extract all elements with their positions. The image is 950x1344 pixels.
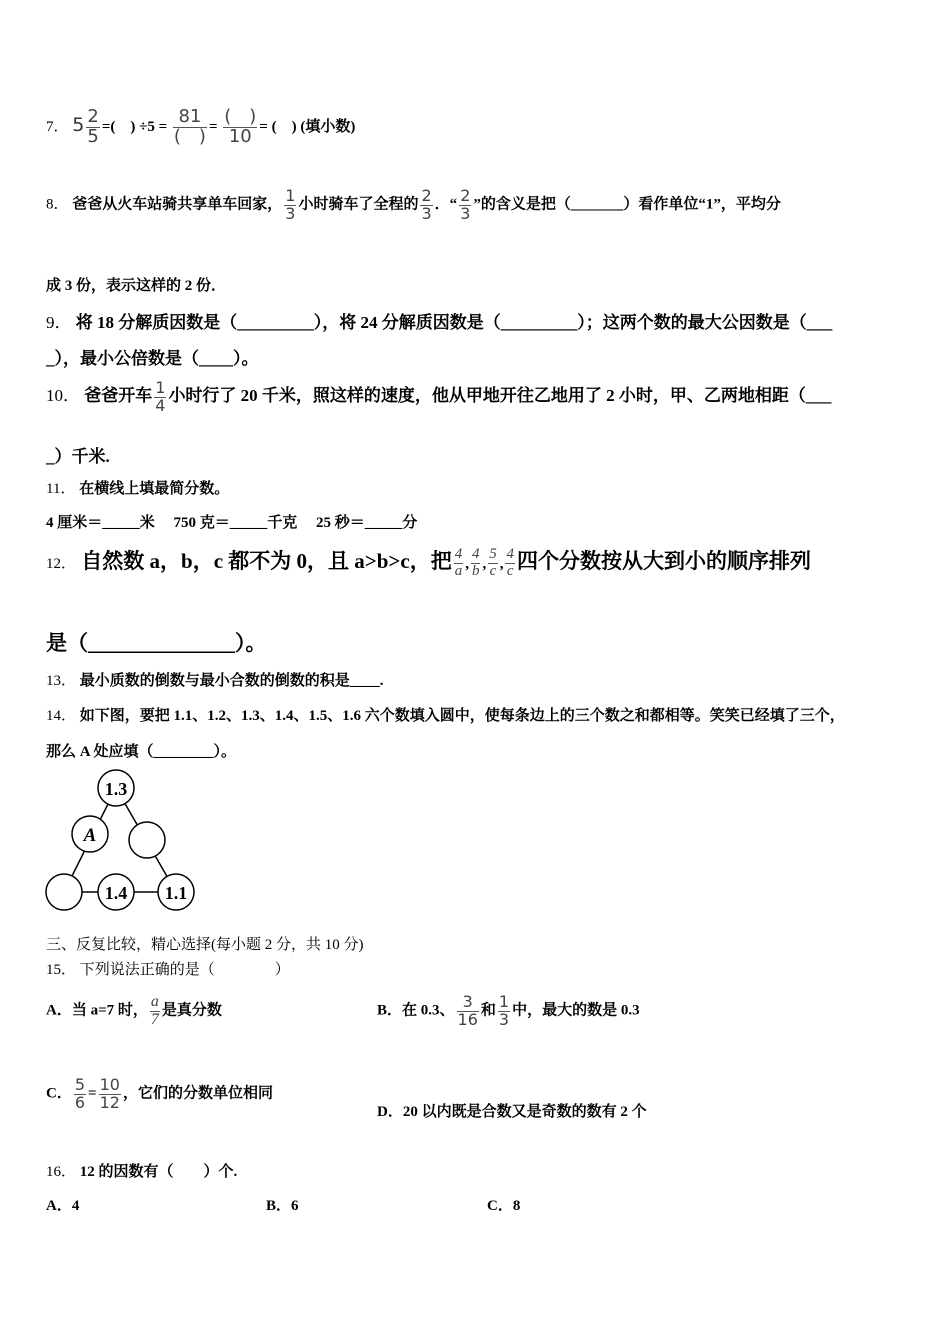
question-number: 11． — [46, 481, 76, 497]
fraction: $\frac{1}{3}$ — [285, 186, 296, 223]
question-text: 下列说法正确的是（ ） — [79, 962, 290, 978]
option-a: A．4 — [46, 1198, 80, 1214]
label-left-mid: A — [83, 825, 97, 846]
fraction: $\frac{5}{6}$ — [74, 1075, 86, 1112]
question-text: 小时行了 20 千米，照这样的速度，他从甲地开往乙地用了 2 小时，甲、乙两地相距（___ — [168, 386, 832, 406]
question-14-line2: 那么 A 处应填（________）。 — [46, 744, 237, 760]
option-a — [46, 994, 222, 1029]
question-15 — [46, 958, 290, 979]
label-bottom-mid: 1.4 — [104, 883, 128, 903]
question-16 — [46, 1160, 237, 1181]
circle-bottom-left — [46, 874, 82, 910]
fraction: $\frac{81}{( )}$ — [173, 106, 206, 147]
option-label: D． — [377, 1104, 403, 1120]
option-label: A． — [46, 1002, 72, 1019]
fraction: $\frac{1}{4}$ — [155, 378, 166, 415]
question-text: ”的含义是把（_______）看作单位“1”，平均分 — [473, 196, 781, 213]
question-text: 爸爸开车 — [84, 386, 153, 406]
option-b: B．6 — [266, 1198, 299, 1214]
separator: , — [482, 556, 487, 572]
option-c: C．8 — [487, 1198, 521, 1214]
option-c — [46, 1077, 273, 1112]
question-14 — [46, 704, 845, 725]
fraction: $\frac{1}{3}$ — [498, 992, 510, 1029]
option-b — [377, 994, 640, 1029]
fraction: $\frac{2}{3}$ — [460, 186, 471, 223]
question-text: 最小质数的倒数与最小合数的倒数的积是____. — [79, 673, 384, 689]
option-text: ，它们的分数单位相同 — [122, 1085, 273, 1102]
fraction: $\frac{5}{c}$ — [489, 545, 497, 579]
question-number: 16． — [46, 1164, 77, 1180]
label-top: 1.3 — [104, 779, 128, 799]
option-d — [377, 1100, 647, 1121]
question-text: 小时骑车了全程的 — [298, 196, 419, 213]
question-10-line2: _）千米. — [46, 447, 110, 466]
question-text: ．“ — [434, 196, 458, 213]
option-text: 中，最大的数是 0.3 — [512, 1002, 640, 1019]
fraction: $\frac{4}{c}$ — [506, 545, 514, 579]
option-label: B． — [377, 1002, 403, 1019]
expression-text: = — [208, 118, 218, 135]
separator: , — [499, 556, 504, 572]
option-text: 是真分数 — [161, 1002, 222, 1019]
question-number: 15． — [46, 962, 77, 978]
question-number: 12． — [46, 556, 77, 572]
separator: , — [465, 556, 469, 572]
mixed-number-whole: 5 — [72, 113, 85, 136]
question-number: 9． — [46, 313, 72, 332]
question-11 — [46, 477, 229, 498]
question-text: 12 的因数有（ ）个. — [79, 1164, 238, 1180]
question-10 — [46, 380, 831, 415]
option-text: 和 — [480, 1002, 496, 1019]
question-text: 将 18 分解质因数是（_________），将 24 分解质因数是（_________）；这两个数的最大公因数是（___ — [75, 313, 833, 332]
question-9-line2: _），最小公倍数是（____）。 — [46, 349, 259, 368]
label-bottom-right: 1.1 — [164, 883, 188, 903]
option-label: C． — [46, 1085, 72, 1102]
option-text: = — [88, 1085, 97, 1102]
question-12 — [46, 545, 811, 579]
question-13 — [46, 669, 384, 690]
fraction: $\frac{2}{3}$ — [421, 186, 432, 223]
fraction: $\frac{( )}{10}$ — [224, 106, 257, 147]
question-text: 在横线上填最简分数。 — [79, 481, 230, 497]
question-number: 10． — [46, 386, 80, 406]
question-number: 7． — [46, 118, 69, 135]
fraction: $\frac{10}{12}$ — [99, 1075, 120, 1112]
circle-right-mid — [129, 822, 165, 858]
question-number: 14． — [46, 708, 77, 724]
question-7 — [46, 108, 355, 147]
triangle-circle-diagram — [44, 768, 199, 914]
question-number: 13． — [46, 673, 77, 689]
fraction: $\frac{4}{b}$ — [471, 545, 480, 579]
fraction: $\frac{4}{a}$ — [454, 545, 463, 579]
question-12-line2: 是（______________）。 — [46, 631, 267, 655]
question-9 — [46, 308, 832, 333]
question-number: 8． — [46, 196, 69, 213]
fraction: $\frac{2}{5}$ — [87, 106, 99, 147]
fraction: $\frac{a}{7}$ — [150, 993, 159, 1028]
question-8 — [46, 188, 781, 223]
expression-text: = ( ) (填小数) — [259, 118, 356, 135]
expression-text: =( ) ÷5 = — [101, 118, 168, 135]
option-text: 在 0.3、 — [402, 1002, 455, 1019]
question-text: 四个分数按从大到小的顺序排列 — [516, 549, 811, 573]
question-8-line2: 成 3 份，表示这样的 2 份． — [46, 278, 227, 294]
question-text: 自然数 a，b，c 都不为 0，且 a>b>c，把 — [81, 549, 452, 573]
fraction: $\frac{3}{16}$ — [457, 992, 478, 1029]
option-text: 当 a=7 时， — [71, 1002, 148, 1019]
question-11-line2: 4 厘米＝_____米 750 克＝_____千克 25 秒＝_____分 — [46, 515, 418, 531]
question-text: 如下图，要把 1.1、1.2、1.3、1.4、1.5、1.6 六个数填入圆中，使每条边上的三个数之和都相等。笑笑已经填了三个， — [79, 708, 845, 724]
option-text: 20 以内既是合数又是奇数的数有 2 个 — [402, 1104, 647, 1120]
question-text: 爸爸从火车站骑共享单车回家， — [72, 196, 283, 213]
section-title: 三、反复比较，精心选择(每小题 2 分，共 10 分) — [46, 937, 364, 953]
